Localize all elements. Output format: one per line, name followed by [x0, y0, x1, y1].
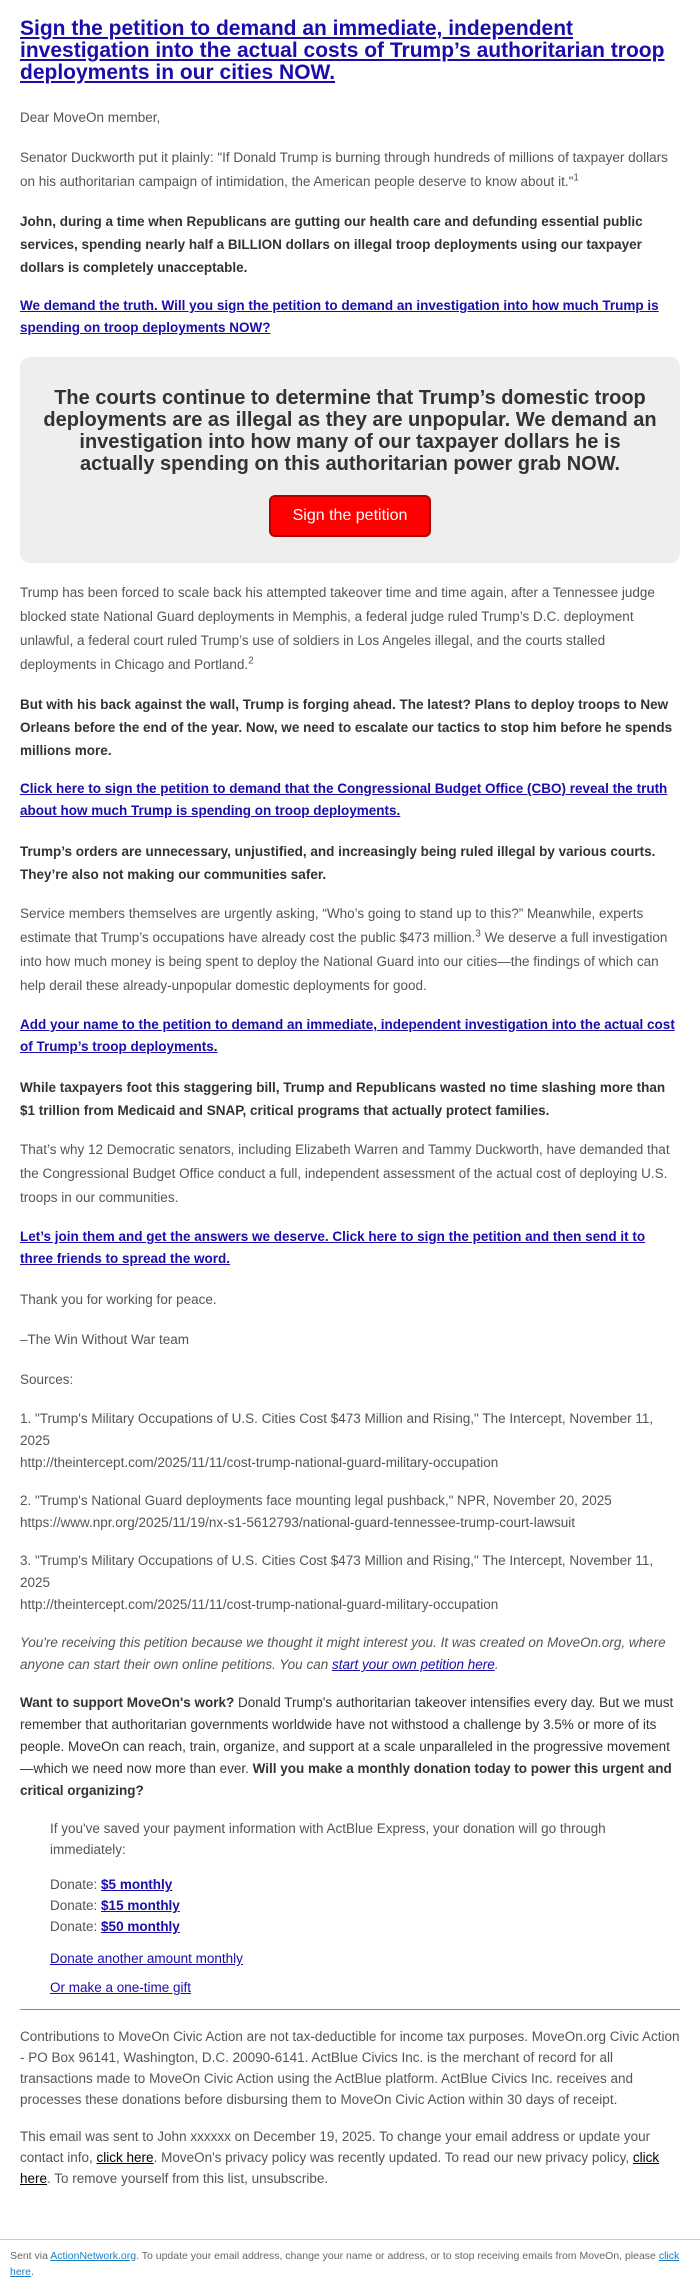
petition-link-3[interactable]: Add your name to the petition to demand an immediate, independent investigation into the actual cost of Trump’s troop deployments.: [20, 1017, 675, 1054]
sign-petition-button[interactable]: Sign the petition: [269, 495, 432, 537]
petition-link-1[interactable]: We demand the truth. Will you sign the petition to demand an investigation into how much Trump is spending on troop deployments NOW?: [20, 298, 659, 335]
donate-once-link[interactable]: Or make a one-time gift: [50, 1980, 192, 1995]
thanks-text: Thank you for working for peace.: [20, 1292, 217, 1307]
bold-paragraph-1: John, during a time when Republicans are gutting our health care and defunding essential public services, spending nearly half a BILLION dollars on illegal troop deployments using our taxpayer dollars is completely unacceptable.: [20, 214, 643, 275]
bottom-prefix: Sent via: [10, 2250, 51, 2262]
footnote-3: 3: [475, 928, 481, 940]
donate-line: [50, 1874, 680, 1895]
footer-part-1: This email was sent to John xxxxxx on December 19, 2025. To change your email address or update your contact info,: [20, 2129, 651, 2165]
donate-50-link[interactable]: $50 monthly: [101, 1919, 180, 1934]
donate-5-link[interactable]: $5 monthly: [101, 1877, 173, 1892]
source-url: http://theintercept.com/2025/11/11/cost-trump-national-guard-military-occupation: [20, 1455, 499, 1470]
divider: [20, 2009, 680, 2010]
link-paragraph-4: [20, 1226, 680, 1270]
service-paragraph: [20, 902, 680, 998]
bold-paragraph-2: But with his back against the wall, Trump is forging ahead. The latest? Plans to deploy troops to New Orleans before the end of the year. Now, we need to escalate our tactics to stop him before he spends millions more.: [20, 697, 673, 758]
source-title: 1. "Trump's Military Occupations of U.S. Cities Cost $473 Million and Rising," The Intercept, November 11, 2025: [20, 1411, 654, 1448]
privacy-policy-link[interactable]: click here: [20, 2150, 660, 2186]
sources-label: Sources:: [20, 1372, 74, 1387]
donate-line: [50, 1895, 680, 1916]
actionnetwork-link[interactable]: ActionNetwork.org: [50, 2250, 137, 2262]
source-item: [20, 1490, 680, 1534]
petition-link-2[interactable]: Click here to sign the petition to demand that the Congressional Budget Office (CBO) reveal the truth about how much Trump is spending on troop deployments.: [20, 781, 668, 818]
footer-part-3: . To remove yourself from this list, unsubscribe.: [47, 2171, 329, 2186]
source-item: [20, 1408, 680, 1474]
signoff-text: –The Win Without War team: [20, 1332, 190, 1347]
donate-prefix: Donate:: [50, 1898, 102, 1913]
support-paragraph: [20, 1692, 680, 1802]
source-url: http://theintercept.com/2025/11/11/cost-trump-national-guard-military-occupation: [20, 1597, 499, 1612]
service-text-a: Service members themselves are urgently asking, “Who’s going to stand up to this?” Meanwhile, experts estimate that Trump’s occupations have already cost the public $473 million.: [20, 906, 644, 945]
footer-text: [20, 2126, 680, 2189]
bottom-end: .: [31, 2266, 34, 2278]
bottom-middle: . To update your email address, change your name or address, or to stop receiving emails from MoveOn, please: [136, 2250, 659, 2262]
bold-paragraph-3: Trump’s orders are unnecessary, unjustified, and increasingly being ruled illegal by various courts. They’re also not making our communities safer.: [20, 844, 656, 882]
support-ask: Will you make a monthly donation today to power this urgent and critical organizing?: [20, 1761, 672, 1798]
start-petition-link[interactable]: start your own petition here: [331, 1657, 495, 1672]
courts-paragraph: [20, 581, 680, 677]
courts-text: Trump has been forced to scale back his attempted takeover time and time again, after a Tennessee judge blocked state National Guard deployments in Memphis, a federal judge ruled Trump’s D.C. deployment unlawful, a federal court ruled Trump’s use of soldiers in Los Angeles illegal, and the courts stalled deployments in Chicago and Portland.: [20, 585, 655, 672]
bottom-bar: [0, 2239, 700, 2290]
service-text-b: We deserve a full investigation into how much money is being spent to deploy the National Guard into our cities—the findings of which can help derail these already-unpopular domestic deployments for good.: [20, 930, 668, 993]
source-title: 3. "Trump's Military Occupations of U.S. Cities Cost $473 Million and Rising," The Intercept, November 11, 2025: [20, 1553, 654, 1590]
receiving-end: .: [494, 1657, 499, 1672]
quote-text: Senator Duckworth put it plainly: "If Donald Trump is burning through hundreds of millions of taxpayer dollars on his authoritarian campaign of intimidation, the American people deserve to know about it.": [20, 150, 668, 189]
source-title: 2. "Trump's National Guard deployments face mounting legal pushback," NPR, November 20, 2025: [20, 1493, 612, 1508]
link-paragraph-3: [20, 1014, 680, 1058]
footnote-2: 2: [248, 655, 254, 667]
actblue-note: If you've saved your payment information with ActBlue Express, your donation will go through immediately:: [50, 1821, 606, 1857]
footnote-1: 1: [573, 172, 579, 184]
unsubscribe-click-here-link[interactable]: click here: [10, 2250, 680, 2278]
donate-line: [50, 1916, 680, 1937]
quote-paragraph: [20, 146, 680, 194]
legal-text: Contributions to MoveOn Civic Action are not tax-deductible for income tax purposes. MoveOn.org Civic Action - PO Box 96141, Washington, D.C. 20090-6141. ActBlue Civics Inc. is the merchant of record for all transactions made to MoveOn Civic Action using the ActBlue platform. ActBlue Civics Inc. receives and processes these donations before disbursing them to MoveOn Civic Action within 30 days of receipt.: [20, 2029, 680, 2107]
support-lead: Want to support MoveOn's work?: [20, 1695, 235, 1710]
link-paragraph-2: [20, 778, 680, 822]
greeting: Dear MoveOn member,: [20, 110, 161, 125]
footer-part-2: . MoveOn's privacy policy was recently updated. To read our new privacy policy,: [153, 2150, 633, 2165]
petition-link-4[interactable]: Let’s join them and get the answers we deserve. Click here to sign the petition and then send it to three friends to spread the word.: [20, 1229, 646, 1266]
receiving-text: You're receiving this petition because we thought it might interest you. It was created on MoveOn.org, where anyone can start their own online petitions. You can: [20, 1635, 666, 1672]
donate-prefix: Donate:: [50, 1919, 102, 1934]
link-paragraph-1: [20, 295, 680, 339]
source-item: [20, 1550, 680, 1616]
petition-headline-link[interactable]: Sign the petition to demand an immediate, independent investigation into the actual costs of Trump’s authoritarian troop deployments in our cities NOW.: [20, 17, 665, 84]
support-body: Donald Trump's authoritarian takeover intensifies every day. But we must remember that authoritarian governments worldwide have not withstood a challenge by 3.5% or more of its people. MoveOn can reach, train, organize, and support at a scale unparalleled in the progressive movement—which we need now more than ever.: [20, 1695, 674, 1776]
donate-15-link[interactable]: $15 monthly: [101, 1898, 180, 1913]
update-info-link[interactable]: click here: [96, 2150, 154, 2165]
receiving-note: [20, 1632, 680, 1676]
bold-paragraph-4: While taxpayers foot this staggering bill, Trump and Republicans wasted no time slashing more than $1 trillion from Medicaid and SNAP, critical programs that actually protect families.: [20, 1080, 666, 1118]
donate-section: [20, 1818, 680, 1995]
donate-prefix: Donate:: [50, 1877, 102, 1892]
senators-paragraph: That’s why 12 Democratic senators, including Elizabeth Warren and Tammy Duckworth, have demanded that the Congressional Budget Office conduct a full, independent assessment of the actual cost of deploying U.S. troops in our communities.: [20, 1142, 670, 1205]
callout-text: The courts continue to determine that Trump’s domestic troop deployments are as illegal as they are unpopular. We demand an investigation into how many of our taxpayer dollars he is actually spending on this authoritarian power grab NOW.: [43, 387, 657, 475]
callout-box: [20, 357, 680, 563]
donate-other-link[interactable]: Donate another amount monthly: [50, 1951, 243, 1966]
source-url: https://www.npr.org/2025/11/19/nx-s1-5612793/national-guard-tennessee-trump-court-lawsuit: [20, 1515, 576, 1530]
